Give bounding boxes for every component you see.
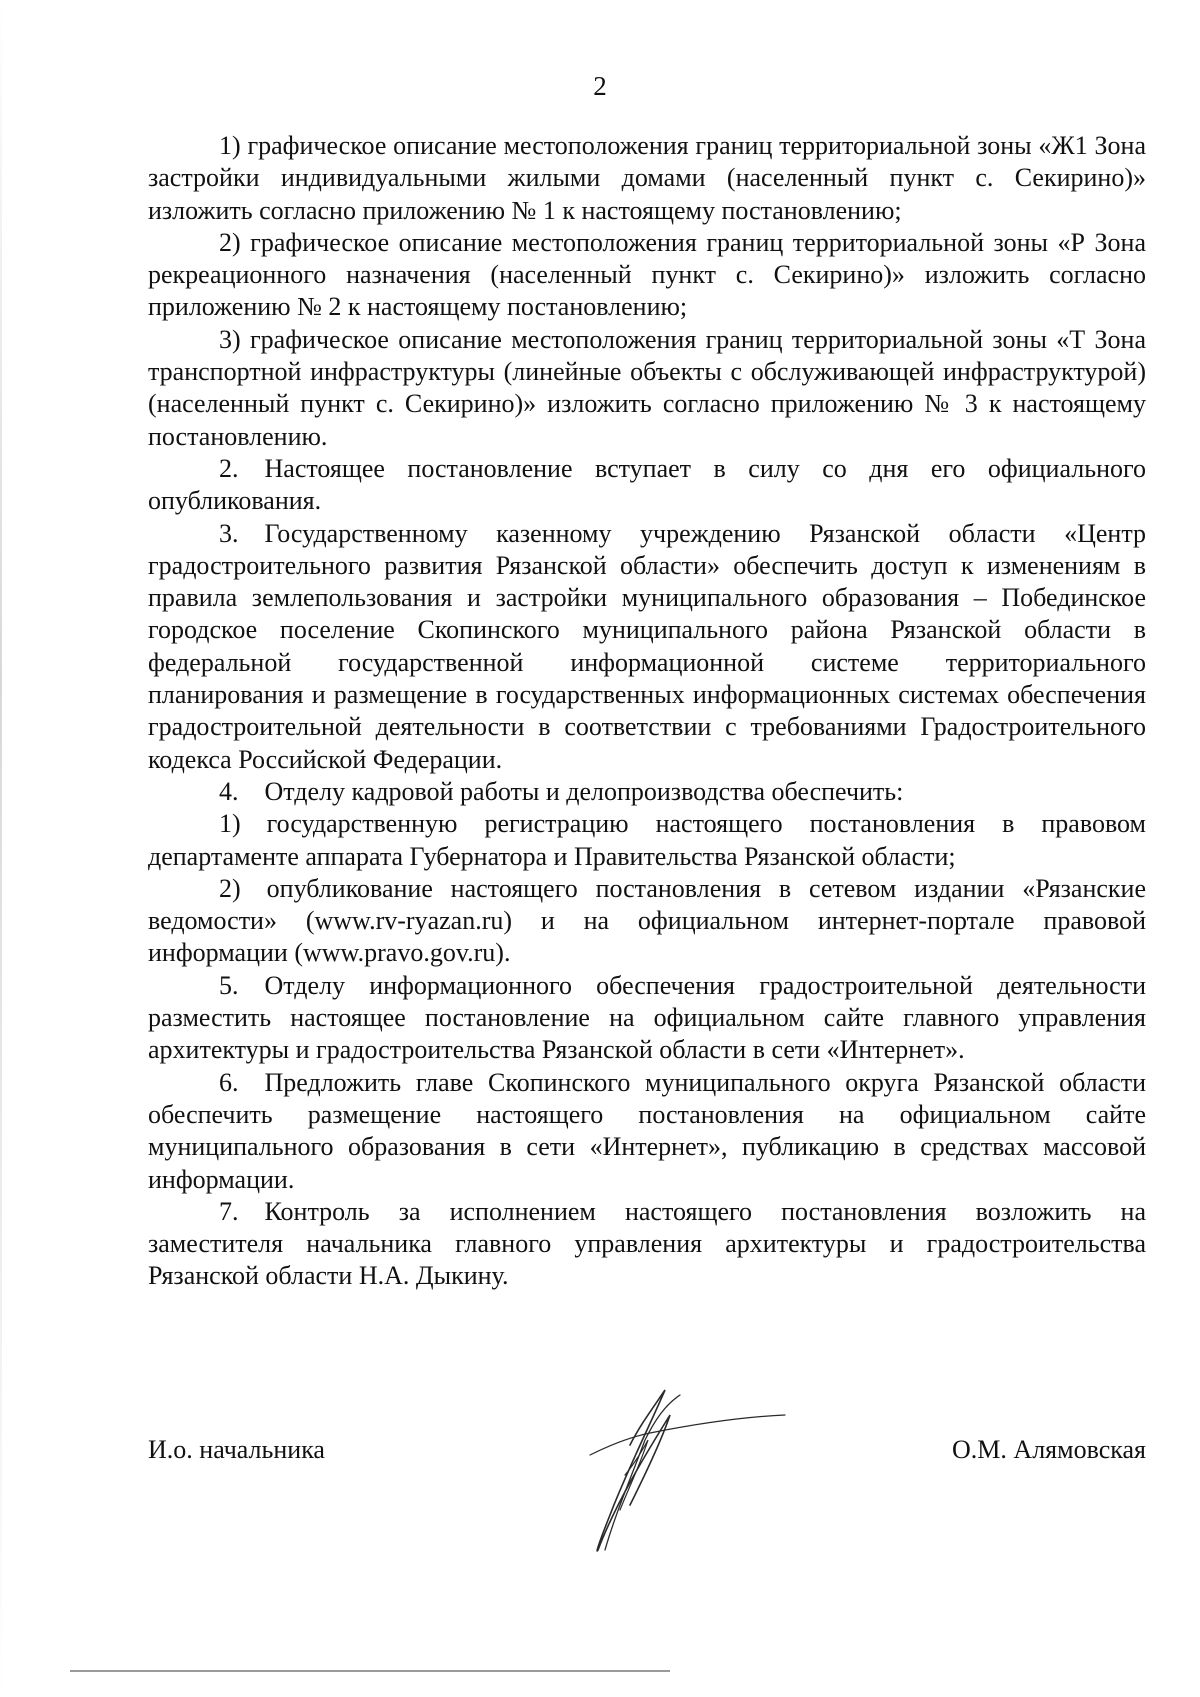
document-body — [148, 130, 1146, 1293]
paragraph-3-access-provision: 3. Государственному казенному учреждению Рязанской области «Центр градостроительного развития Рязанской области» обеспечить доступ к изменениям в правила землепользования и застройки муниципального образования – Побединское городское поселение Скопинского муниципального района Рязанской области в федеральной государственной информационной системе территориального планирования и размещение в государственных информационных системах обеспечения градостроительной деятельности в соответствии с требованиями Градостроительного кодекса Российской Федерации. — [148, 518, 1146, 774]
paragraph-6-municipal-posting: 6. Предложить главе Скопинского муниципального округа Рязанской области обеспечить размещение настоящего постановления на официальном сайте муниципального образования в сети «Интернет», публикацию в средствах массовой информации. — [148, 1067, 1146, 1194]
signatory-name: О.М. Алямовская — [952, 1435, 1146, 1464]
paragraph-item-2-zone-r: 2) графическое описание местоположения границ территориальной зоны «Р Зона рекреационного назначения (населенный пункт с. Секирино)» изложить согласно приложению № 2 к настоящему постановлению; — [148, 227, 1146, 322]
paragraph-4-1-registration: 1) государственную регистрацию настоящего постановления в правовом департаменте аппарата Губернатора и Правительства Рязанской области; — [148, 809, 1146, 871]
paragraph-item-1-zone-zh1: 1) графическое описание местоположения границ территориальной зоны «Ж1 Зона застройки индивидуальными жилыми домами (населенный пункт с. Секирино)» изложить согласно приложению № 1 к настоящему постановлению; — [148, 131, 1146, 225]
paragraph-2-effective-date: 2. Настоящее постановление вступает в силу со дня его официального опубликования. — [148, 453, 1146, 516]
page-number: 2 — [593, 71, 607, 101]
bottom-rule — [70, 1670, 670, 1672]
paragraph-7-control: 7. Контроль за исполнением настоящего постановления возложить на заместителя начальника главного управления архитектуры и градостроительства Рязанской области Н.А. Дыкину. — [148, 1196, 1146, 1291]
handwritten-signature — [570, 1385, 790, 1570]
paragraph-item-3-zone-t: 3) графическое описание местоположения границ территориальной зоны «Т Зона транспортной инфраструктуры (линейные объекты с обслуживающей инфраструктурой) (населенный пункт с. Секирино)» изложить согласно приложению № 3 к настоящему постановлению. — [148, 324, 1146, 451]
signatory-position: И.о. начальника — [148, 1435, 325, 1464]
paragraph-5-website-posting: 5. Отделу информационного обеспечения градостроительной деятельности разместить настоящее постановление на официальном сайте главного управления архитектуры и градостроительства Рязанской области в сети «Интернет». — [148, 970, 1146, 1065]
paragraph-4-records-department: 4. Отделу кадровой работы и делопроизводства обеспечить: — [219, 776, 904, 806]
scan-edge — [0, 0, 2, 1697]
paragraph-4-2-publication: 2) опубликование настоящего постановления в сетевом издании «Рязанские ведомости» (www.rv-ryazan.ru) и на официальном интернет-портале правовой информации (www.pravo.gov.ru). — [148, 873, 1146, 968]
